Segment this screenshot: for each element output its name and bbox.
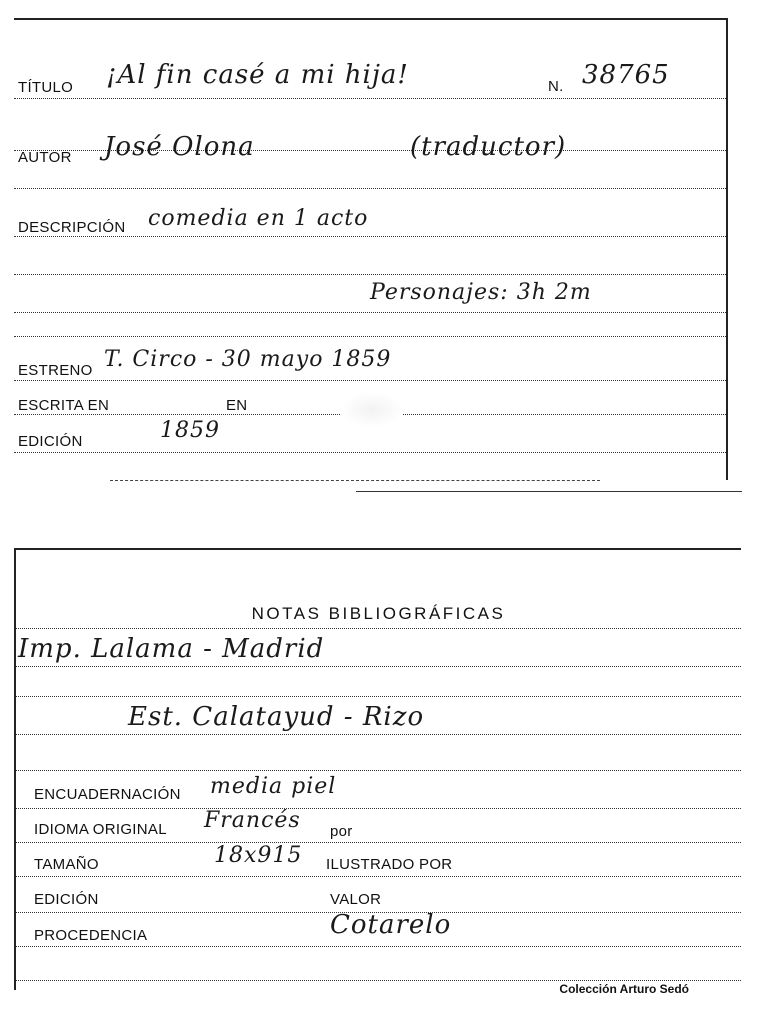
numero-value: 38765 <box>582 60 670 90</box>
numero-label: N. <box>548 78 564 95</box>
ink-smudge <box>340 392 404 428</box>
notas-line-1: Imp. Lalama - Madrid <box>18 634 325 664</box>
edicion-value-top: 1859 <box>160 418 220 443</box>
titulo-label: TÍTULO <box>18 79 74 96</box>
rule-line <box>16 666 741 667</box>
rule-line <box>14 188 726 189</box>
idioma-value: Francés <box>204 808 301 833</box>
procedencia-value: Cotarelo <box>330 910 452 940</box>
ilustrado-label: ILUSTRADO POR <box>326 856 453 873</box>
rule-line <box>14 98 726 99</box>
estreno-label: ESTRENO <box>18 362 93 379</box>
rule-line <box>16 980 741 981</box>
procedencia-label: PROCEDENCIA <box>34 927 148 944</box>
rule-line <box>14 380 726 381</box>
notas-title: NOTAS BIBLIOGRÁFICAS <box>251 604 506 623</box>
escrita-label: ESCRITA EN <box>18 397 110 414</box>
rule-line <box>16 842 741 843</box>
tamano-value: 18x915 <box>214 843 303 868</box>
edicion-label-bottom: EDICIÓN <box>34 891 99 908</box>
en-label: EN <box>226 397 248 414</box>
encuadernacion-label: ENCUADERNACIÓN <box>34 786 181 803</box>
dashed-divider <box>110 480 600 481</box>
idioma-label: IDIOMA ORIGINAL <box>34 821 167 838</box>
rule-line <box>14 236 726 237</box>
cut-line <box>356 491 742 492</box>
rule-line <box>14 312 726 313</box>
rule-line <box>16 770 741 771</box>
descripcion-value: comedia en 1 acto <box>148 206 369 231</box>
rule-line <box>14 452 726 453</box>
encuadernacion-value: media piel <box>210 774 337 799</box>
notas-line-2: Est. Calatayud - Rizo <box>128 702 425 732</box>
collection-footer: Colección Arturo Sedó <box>559 982 689 996</box>
rule-line <box>16 696 741 697</box>
valor-label: VALOR <box>330 891 382 908</box>
titulo-value: ¡Al fin casé a mi hija! <box>106 60 409 90</box>
descripcion-label: DESCRIPCIÓN <box>18 219 126 236</box>
rule-line <box>16 808 741 809</box>
rule-line <box>16 876 741 877</box>
edicion-label-top: EDICIÓN <box>18 433 83 450</box>
rule-line <box>14 336 726 337</box>
por-label: por <box>330 823 353 840</box>
rule-line <box>16 734 741 735</box>
tamano-label: TAMAÑO <box>34 856 99 873</box>
rule-line <box>14 274 726 275</box>
rule-line <box>16 946 741 947</box>
rule-line <box>16 628 741 629</box>
autor-label: AUTOR <box>18 149 72 166</box>
personajes-value: Personajes: 3h 2m <box>370 280 592 305</box>
autor-note: (traductor) <box>410 132 567 162</box>
estreno-value: T. Circo - 30 mayo 1859 <box>104 347 392 372</box>
autor-value: José Olona <box>104 132 255 162</box>
